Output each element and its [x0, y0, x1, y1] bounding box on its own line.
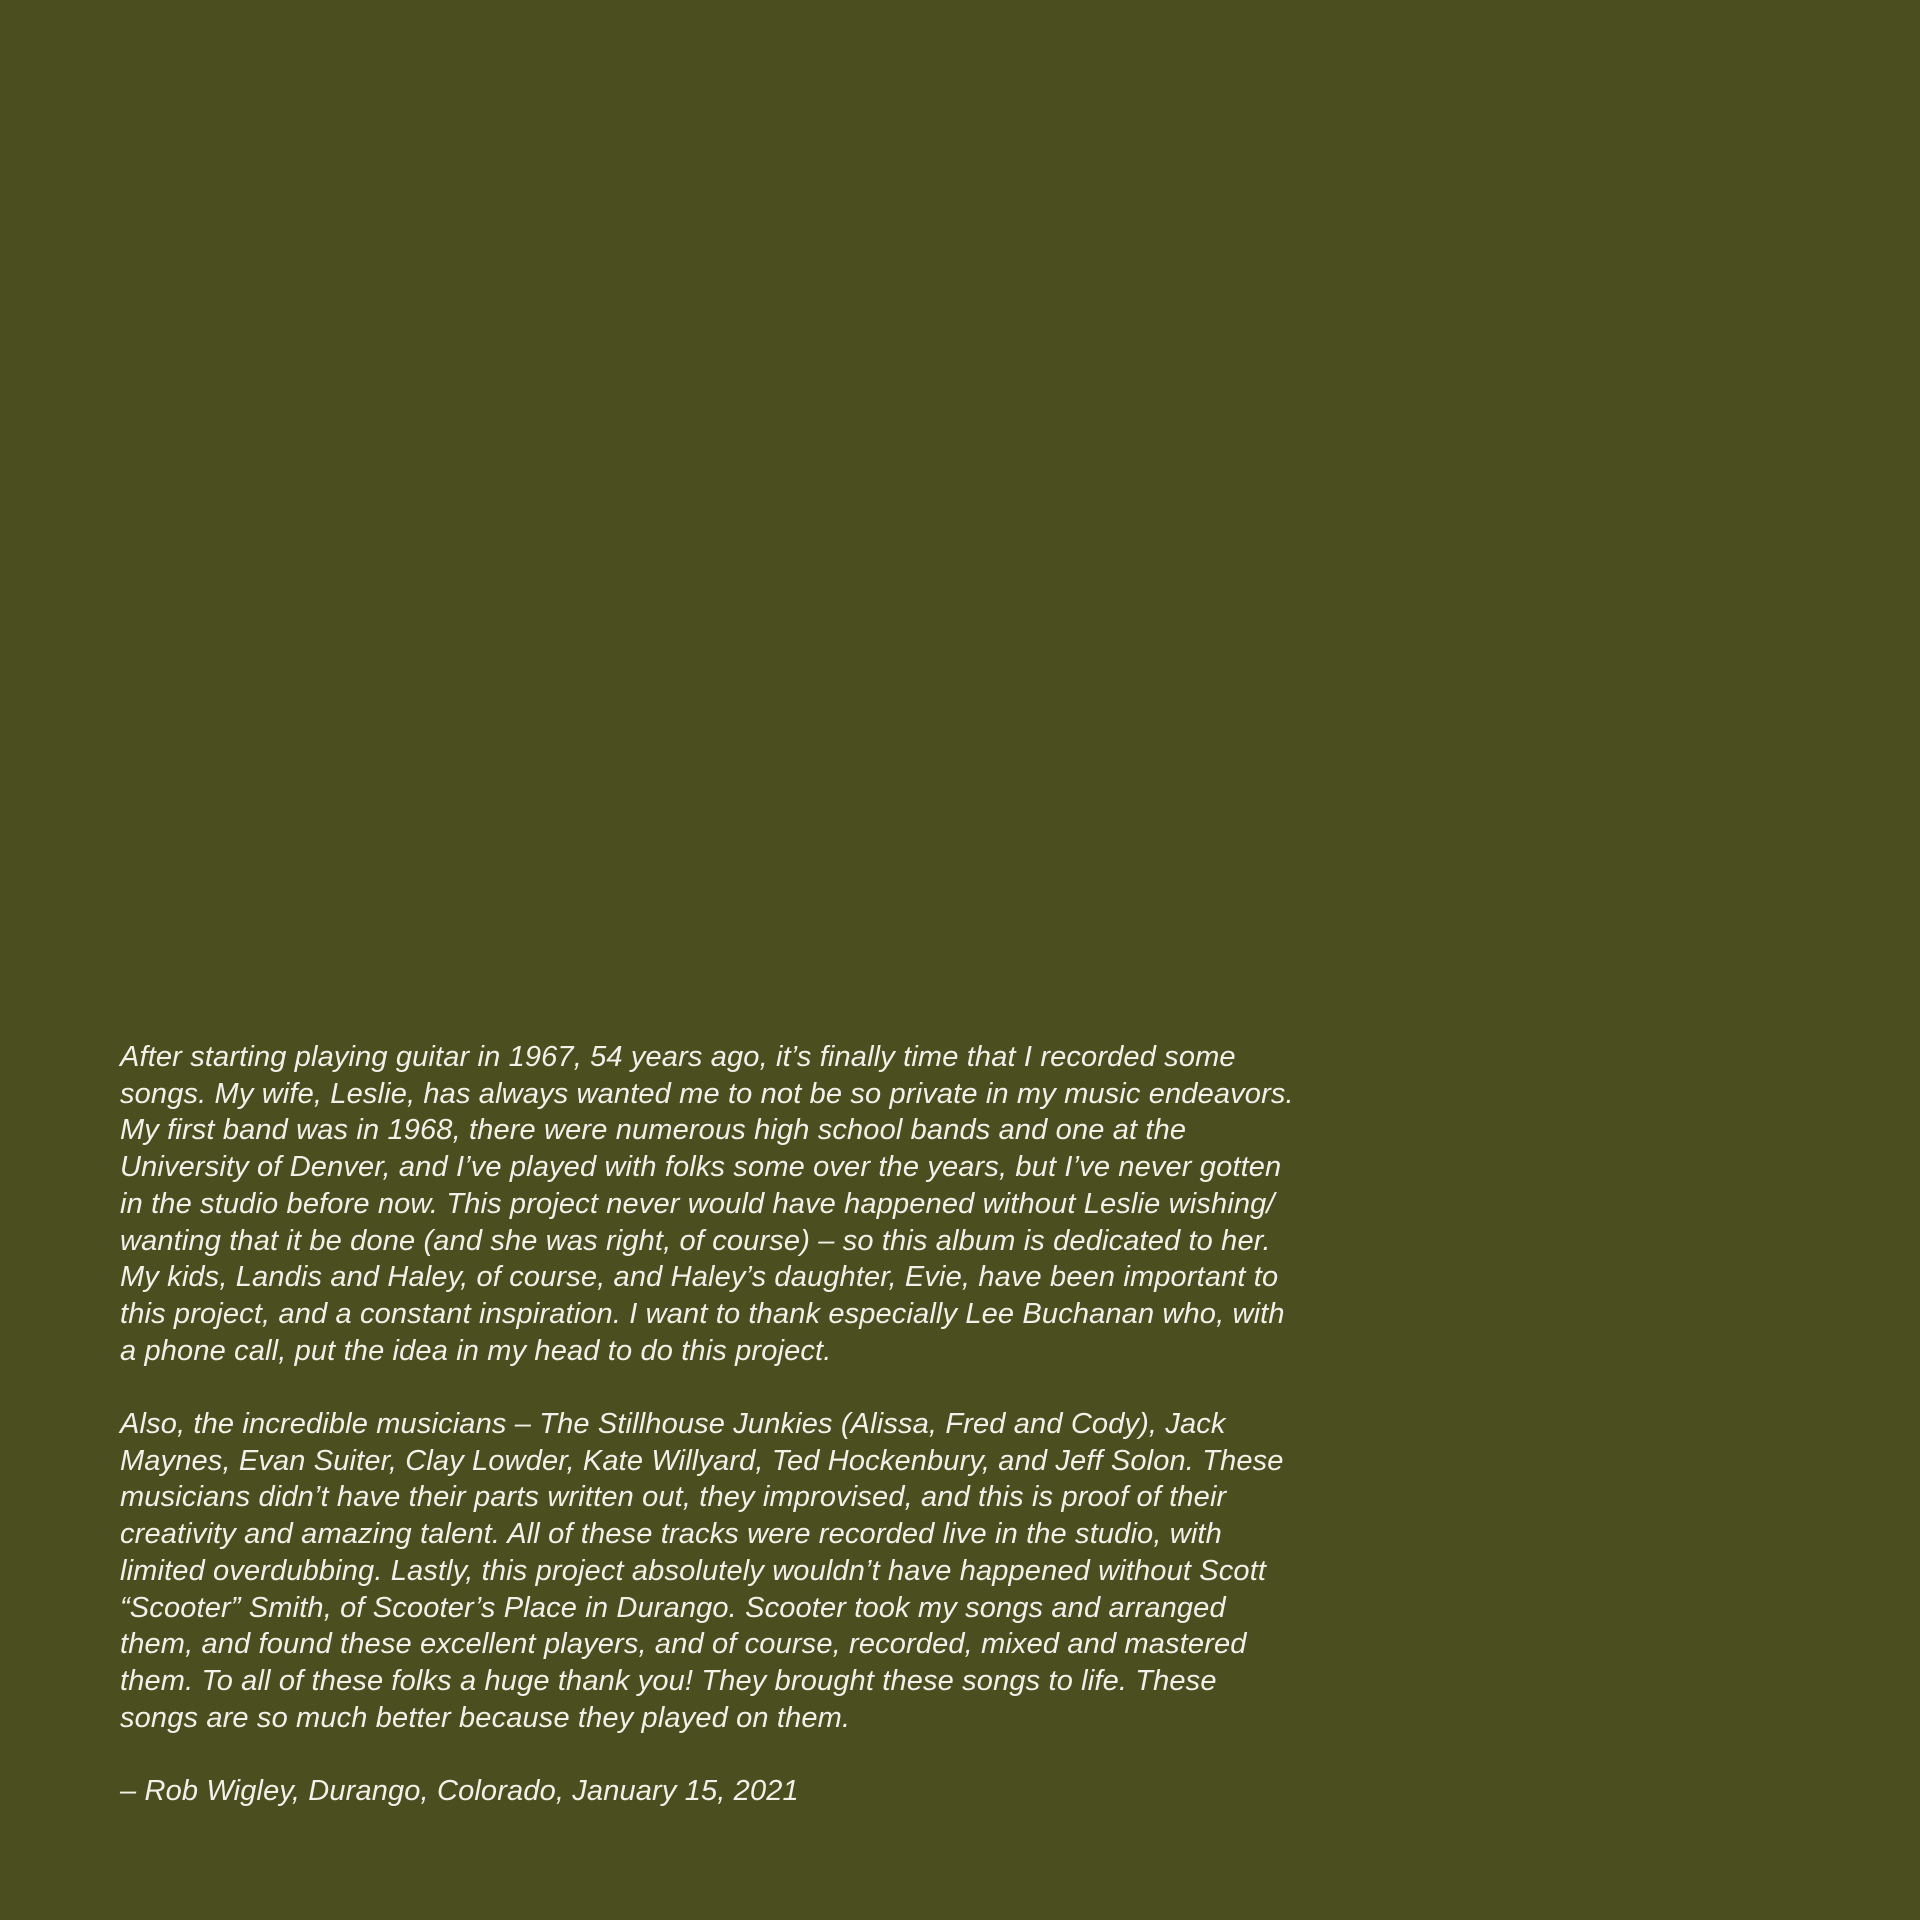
paragraph-line: in the studio before now. This project never would have happened without Leslie wishing/	[120, 1187, 1275, 1220]
paragraph-line: a phone call, put the idea in my head to do this project.	[120, 1334, 832, 1367]
paragraph-line: My first band was in 1968, there were numerous high school bands and one at the	[120, 1114, 1187, 1147]
paragraph-line: them. To all of these folks a huge thank you! They brought these songs to life. These	[120, 1664, 1217, 1697]
paragraph-line: musicians didn’t have their parts written out, they improvised, and this is proof of their	[120, 1481, 1227, 1514]
paragraph-line: them, and found these excellent players, and of course, recorded, mixed and mastered	[120, 1628, 1247, 1661]
signature: – Rob Wigley, Durango, Colorado, January 15, 2021	[120, 1775, 799, 1808]
paragraph-line: University of Denver, and I’ve played with folks some over the years, but I’ve never gotten	[120, 1151, 1282, 1184]
liner-notes	[120, 1039, 1500, 1810]
paragraph-line: My kids, Landis and Haley, of course, and Haley’s daughter, Evie, have been important to	[120, 1261, 1279, 1294]
paragraph-thanks	[120, 1406, 1500, 1736]
paragraph-line: Maynes, Evan Suiter, Clay Lowder, Kate Willyard, Ted Hockenbury, and Jeff Solon. These	[120, 1444, 1284, 1477]
paragraph-line: limited overdubbing. Lastly, this project absolutely wouldn’t have happened without Scott	[120, 1554, 1267, 1587]
paragraph-spacer	[120, 1736, 1500, 1773]
paragraph-dedication	[120, 1039, 1500, 1369]
paragraph-spacer	[120, 1369, 1500, 1406]
paragraph-line: this project, and a constant inspiration. I want to thank especially Lee Buchanan who, with	[120, 1297, 1285, 1330]
paragraph-line: After starting playing guitar in 1967, 54 years ago, it’s finally time that I recorded some	[120, 1041, 1236, 1073]
paragraph-line: Also, the incredible musicians – The Stillhouse Junkies (Alissa, Fred and Cody), Jack	[120, 1408, 1226, 1441]
paragraph-line: creativity and amazing talent. All of these tracks were recorded live in the studio, with	[120, 1518, 1222, 1551]
paragraph-line: “Scooter” Smith, of Scooter’s Place in Durango. Scooter took my songs and arranged	[120, 1591, 1226, 1624]
paragraph-line: songs. My wife, Leslie, has always wanted me to not be so private in my music endeavors.	[120, 1077, 1294, 1110]
paragraph-line: wanting that it be done (and she was right, of course) – so this album is dedicated to her.	[120, 1224, 1271, 1257]
paragraph-line: songs are so much better because they played on them.	[120, 1701, 851, 1734]
